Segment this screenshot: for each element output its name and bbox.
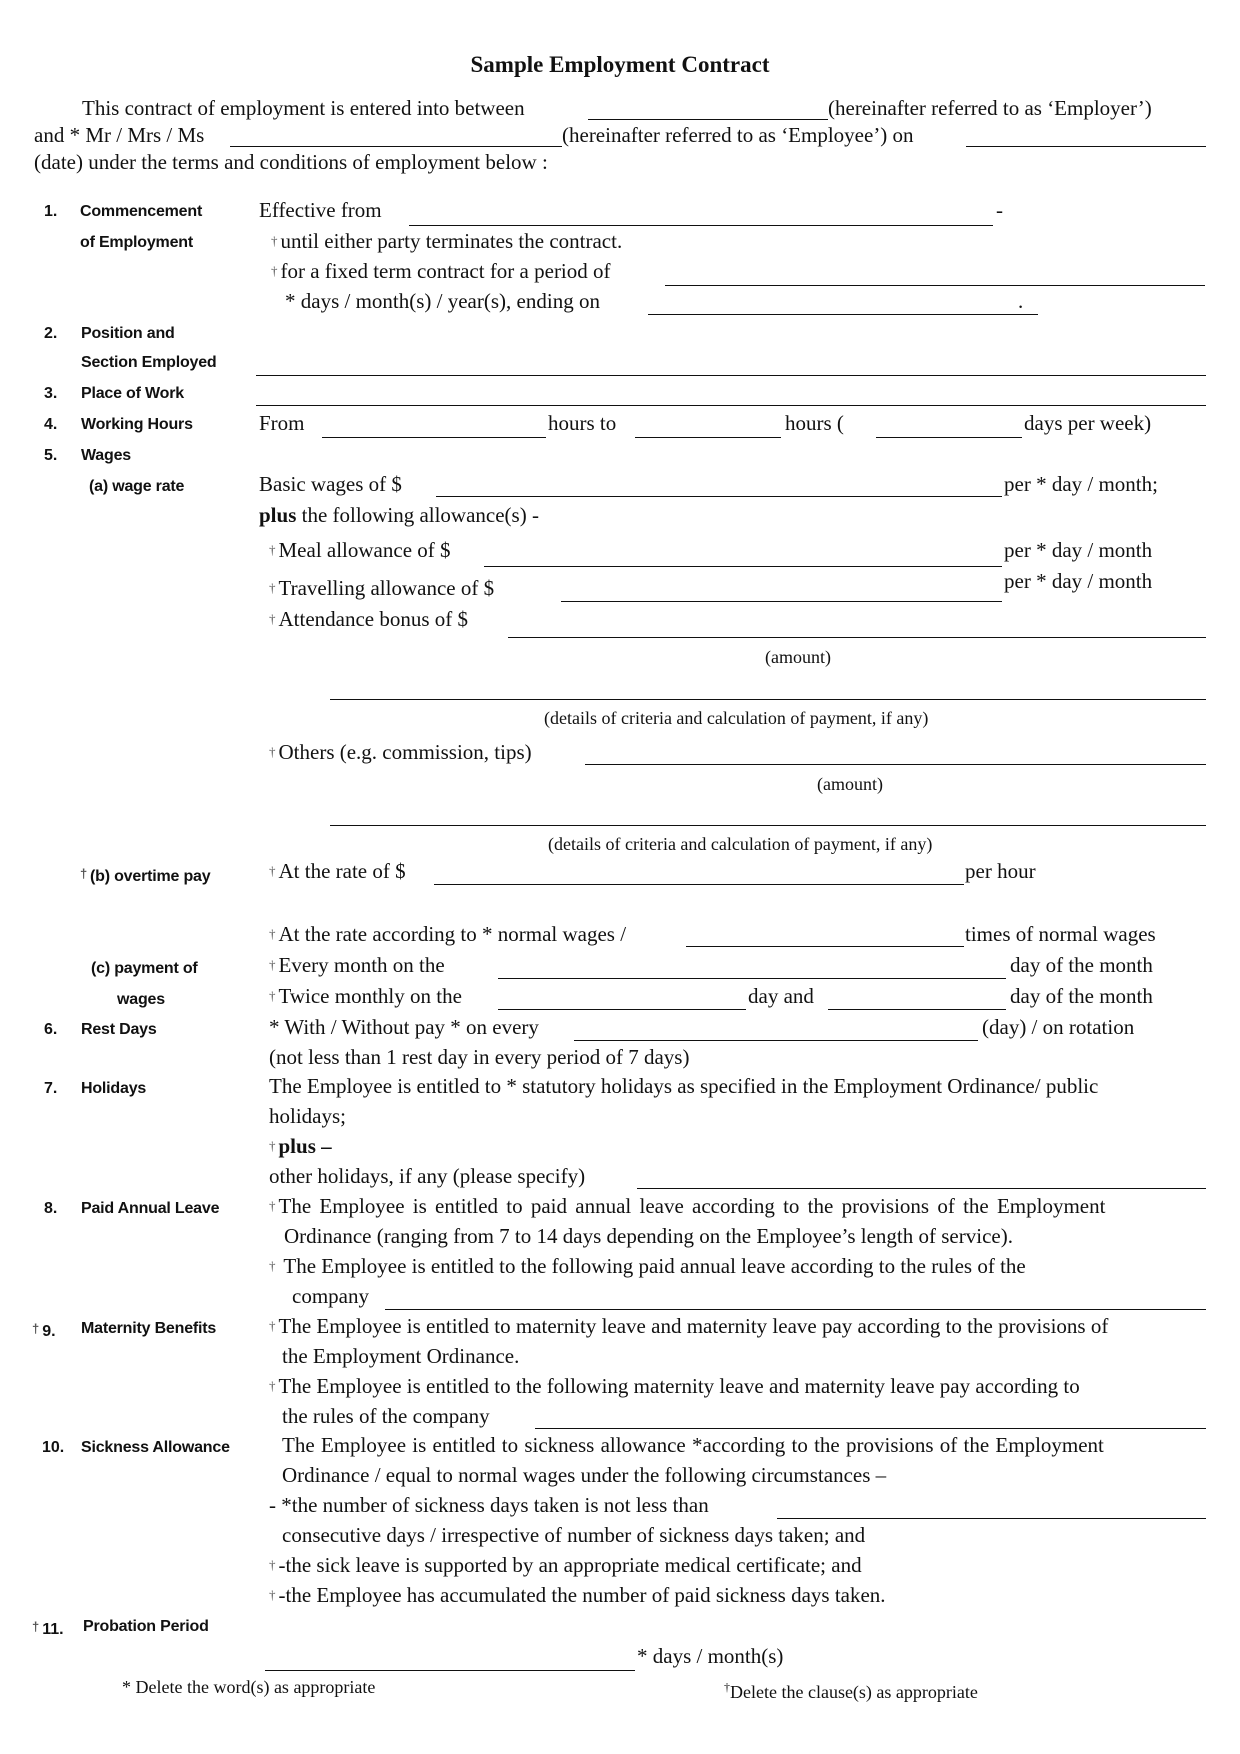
- s1-option-2-text: for a fixed term contract for a period of: [280, 259, 611, 283]
- intro-line3-text: (date) under the terms and conditions of employment below :: [34, 150, 548, 174]
- overtime-rate-field[interactable]: [434, 884, 964, 885]
- meal-allowance-text: Meal allowance of $: [278, 538, 451, 562]
- employer-name-field[interactable]: [588, 119, 828, 120]
- section-11-number-text: 11.: [42, 1621, 64, 1638]
- hours-to-field[interactable]: [635, 437, 781, 438]
- dagger-mark: †: [271, 233, 278, 248]
- holidays-line-1: The Employee is entitled to * statutory holidays as specified in the Employment Ordinance/ public: [269, 1074, 1099, 1098]
- annual-leave-option-2: [269, 1254, 1026, 1278]
- dagger-mark: †: [80, 866, 88, 881]
- dagger-mark: †: [269, 1198, 276, 1213]
- section-2-label-2: Section Employed: [81, 354, 217, 371]
- position-section-field[interactable]: [256, 375, 1206, 376]
- every-month-day-field[interactable]: [498, 978, 1006, 979]
- section-6-number: 6.: [44, 1021, 58, 1038]
- travelling-allowance-field[interactable]: [561, 601, 1002, 602]
- dagger-mark: †: [269, 1378, 276, 1393]
- section-7-number: 7.: [44, 1080, 58, 1097]
- s1-option-1: [271, 229, 622, 253]
- section-2-number: 2.: [44, 325, 58, 342]
- hours-from-field[interactable]: [322, 437, 546, 438]
- footer-note-clauses-text: Delete the clause(s) as appropriate: [730, 1682, 978, 1702]
- section-2-label: Position and: [81, 325, 175, 342]
- every-month-text: Every month on the: [278, 953, 445, 977]
- attendance-bonus-text: Attendance bonus of $: [278, 607, 469, 631]
- maternity-option-1: [269, 1314, 1108, 1338]
- dagger-mark: †: [32, 1619, 40, 1634]
- travelling-allowance-text: Travelling allowance of $: [278, 576, 495, 600]
- section-9-label: Maternity Benefits: [81, 1320, 217, 1337]
- holidays-line-2: holidays;: [269, 1104, 346, 1128]
- effective-from-field[interactable]: [409, 225, 993, 226]
- meal-allowance: [269, 538, 451, 562]
- overtime-rate: [269, 859, 406, 883]
- intro-employer-ref: (hereinafter referred to as ‘Employer’): [828, 96, 1152, 120]
- section-7-label: Holidays: [81, 1080, 147, 1097]
- twice-monthly: [269, 984, 462, 1008]
- maternity-line-2: the Employment Ordinance.: [282, 1344, 520, 1368]
- sickness-option-1: [269, 1553, 862, 1577]
- dagger-mark: †: [724, 1680, 730, 1694]
- day-and-text: day and: [748, 984, 814, 1008]
- times-normal-wages-text: times of normal wages: [965, 922, 1156, 946]
- document-title: Sample Employment Contract: [470, 52, 770, 77]
- probation-period-field[interactable]: [265, 1670, 635, 1671]
- payment-of-wages-label-2: wages: [117, 991, 165, 1008]
- s1-option-3-text: * days / month(s) / year(s), ending on: [285, 289, 600, 313]
- other-holidays-text: other holidays, if any (please specify): [269, 1164, 586, 1188]
- section-5-label: Wages: [81, 447, 131, 464]
- dagger-mark: †: [269, 1587, 276, 1602]
- sickness-option-2: [269, 1583, 886, 1607]
- footer-note-words: * Delete the word(s) as appropriate: [122, 1677, 376, 1697]
- rest-days-text: * With / Without pay * on every: [269, 1015, 539, 1039]
- others-amount-caption: (amount): [817, 774, 883, 794]
- basic-wages-text: Basic wages of $: [259, 472, 402, 496]
- section-4-number: 4.: [44, 416, 58, 433]
- annual-leave-line-4: company: [292, 1284, 369, 1308]
- employee-name-field[interactable]: [230, 146, 562, 147]
- day-of-month-text-2: day of the month: [1010, 984, 1153, 1008]
- twice-monthly-first-day-field[interactable]: [498, 1009, 746, 1010]
- sickness-days-field[interactable]: [777, 1518, 1206, 1519]
- maternity-option-2: [269, 1374, 1080, 1398]
- section-11-label: Probation Period: [83, 1618, 209, 1635]
- others-allowance-text: Others (e.g. commission, tips): [278, 740, 532, 764]
- twice-monthly-text: Twice monthly on the: [278, 984, 462, 1008]
- others-allowance: [269, 740, 532, 764]
- others-details-field[interactable]: [330, 825, 1206, 826]
- sickness-line-6: -the Employee has accumulated the number of paid sickness days taken.: [278, 1583, 886, 1607]
- section-4-label: Working Hours: [81, 416, 193, 433]
- section-3-number: 3.: [44, 385, 58, 402]
- meal-per-day-month: per * day / month: [1004, 538, 1153, 562]
- footer-note-clauses: [724, 1675, 978, 1704]
- section-3-label: Place of Work: [81, 385, 184, 402]
- maternity-line-3: The Employee is entitled to the following maternity leave and maternity leave pay according to: [278, 1374, 1080, 1398]
- from-text: From: [259, 411, 305, 435]
- section-9-number: [32, 1319, 56, 1342]
- dagger-mark: †: [269, 580, 276, 595]
- travelling-per-day-month: per * day / month: [1004, 569, 1153, 593]
- attendance-bonus-field[interactable]: [508, 637, 1206, 638]
- meal-allowance-field[interactable]: [484, 566, 1002, 567]
- attendance-details-field[interactable]: [330, 699, 1206, 700]
- ending-period: .: [1018, 289, 1024, 313]
- section-1-number: 1.: [44, 203, 58, 220]
- intro-employee-ref: (hereinafter referred to as ‘Employee’) on: [562, 123, 914, 147]
- probation-days-months: * days / month(s): [637, 1644, 784, 1668]
- annual-leave-option-1: [269, 1194, 1105, 1218]
- intro-line1-text: This contract of employment is entered into between: [82, 96, 525, 120]
- dagger-mark: †: [269, 957, 276, 972]
- others-amount-field[interactable]: [585, 764, 1206, 765]
- effective-dash: -: [996, 198, 1003, 222]
- hours-to-text: hours to: [548, 411, 617, 435]
- days-per-week-text: days per week): [1024, 411, 1152, 435]
- attendance-details-caption: (details of criteria and calculation of payment, if any): [544, 708, 929, 728]
- dagger-mark: †: [269, 1258, 276, 1273]
- per-hour-text: per hour: [965, 859, 1036, 883]
- overtime-pay-label-text: (b) overtime pay: [90, 868, 211, 885]
- sickness-line-1: The Employee is entitled to sickness allowance *according to the provisions of the Employment: [282, 1433, 1104, 1457]
- annual-leave-line-2: Ordinance (ranging from 7 to 14 days depending on the Employee’s length of service).: [284, 1224, 1013, 1248]
- section-9-number-text: 9.: [42, 1323, 56, 1340]
- attendance-amount-caption: (amount): [765, 647, 831, 667]
- contract-date-field[interactable]: [966, 146, 1206, 147]
- holidays-plus-text: plus –: [278, 1134, 332, 1158]
- effective-from-text: Effective from: [259, 198, 382, 222]
- s1-option-2: [271, 259, 611, 283]
- sickness-line-3: - *the number of sickness days taken is not less than: [269, 1493, 709, 1517]
- travelling-allowance: [269, 576, 494, 600]
- sickness-line-2: Ordinance / equal to normal wages under the following circumstances –: [282, 1463, 887, 1487]
- every-month: [269, 953, 445, 977]
- dagger-mark: †: [271, 263, 278, 278]
- section-5-number: 5.: [44, 447, 58, 464]
- section-11-number: [32, 1617, 64, 1640]
- dagger-mark: †: [269, 926, 276, 941]
- plus-allowances-text: [259, 503, 539, 527]
- company-annual-leave-field[interactable]: [385, 1309, 1206, 1310]
- overtime-rate-text: At the rate of $: [278, 859, 406, 883]
- fixed-term-period-field[interactable]: [665, 285, 1205, 286]
- section-8-number: 8.: [44, 1200, 58, 1217]
- plus-bold: plus: [259, 503, 297, 527]
- annual-leave-line-3: The Employee is entitled to the following paid annual leave according to the rules of the: [283, 1254, 1026, 1278]
- section-1-label-2: of Employment: [80, 234, 193, 251]
- twice-monthly-second-day-field[interactable]: [828, 1009, 1006, 1010]
- day-of-month-text: day of the month: [1010, 953, 1153, 977]
- dagger-mark: †: [269, 1318, 276, 1333]
- rest-days-note: (not less than 1 rest day in every period of 7 days): [269, 1045, 690, 1069]
- section-6-label: Rest Days: [81, 1021, 157, 1038]
- dagger-mark: †: [32, 1321, 40, 1336]
- annual-leave-line-1: The Employee is entitled to paid annual leave according to the provisions of the Employment: [278, 1194, 1106, 1218]
- plus-rest: the following allowance(s) -: [301, 503, 539, 527]
- section-10-label: Sickness Allowance: [81, 1439, 230, 1456]
- dagger-mark: †: [269, 1138, 276, 1153]
- other-holidays-field[interactable]: [637, 1188, 1206, 1189]
- overtime-normal-rate-text: At the rate according to * normal wages /: [278, 922, 627, 946]
- others-details-caption: (details of criteria and calculation of payment, if any): [548, 834, 933, 854]
- rest-day-field[interactable]: [574, 1040, 978, 1041]
- ending-date-field[interactable]: [648, 314, 1038, 315]
- dagger-mark: †: [269, 1557, 276, 1572]
- overtime-pay-label: [80, 864, 210, 887]
- section-8-label: Paid Annual Leave: [81, 1200, 220, 1217]
- basic-wages-field[interactable]: [436, 496, 1002, 497]
- sickness-line-4: consecutive days / irrespective of number of sickness days taken; and: [282, 1523, 866, 1547]
- days-per-week-field[interactable]: [876, 437, 1022, 438]
- maternity-line-1: The Employee is entitled to maternity leave and maternity leave pay according to the provisions of: [278, 1314, 1109, 1338]
- sickness-line-5: -the sick leave is supported by an appropriate medical certificate; and: [278, 1553, 862, 1577]
- company-maternity-field[interactable]: [535, 1428, 1206, 1429]
- dagger-mark: †: [269, 988, 276, 1003]
- hours-paren-text: hours (: [785, 411, 844, 435]
- dagger-mark: †: [269, 744, 276, 759]
- maternity-line-4: the rules of the company: [282, 1404, 490, 1428]
- intro-title-options: and * Mr / Mrs / Ms: [34, 123, 205, 147]
- per-day-month-basic: per * day / month;: [1004, 472, 1158, 496]
- overtime-normal-rate: [269, 922, 626, 946]
- dagger-mark: †: [269, 863, 276, 878]
- s1-option-1-text: until either party terminates the contract.: [280, 229, 623, 253]
- payment-of-wages-label: (c) payment of: [91, 960, 198, 977]
- day-rotation-text: (day) / on rotation: [982, 1015, 1135, 1039]
- attendance-bonus: [269, 607, 468, 631]
- section-1-label: Commencement: [80, 203, 203, 220]
- section-10-number: 10.: [42, 1439, 65, 1456]
- dagger-mark: †: [269, 542, 276, 557]
- dagger-mark: †: [269, 611, 276, 626]
- wage-rate-label: (a) wage rate: [89, 478, 185, 495]
- times-normal-wages-field[interactable]: [686, 946, 964, 947]
- holidays-plus: [269, 1134, 332, 1158]
- place-of-work-field[interactable]: [256, 405, 1206, 406]
